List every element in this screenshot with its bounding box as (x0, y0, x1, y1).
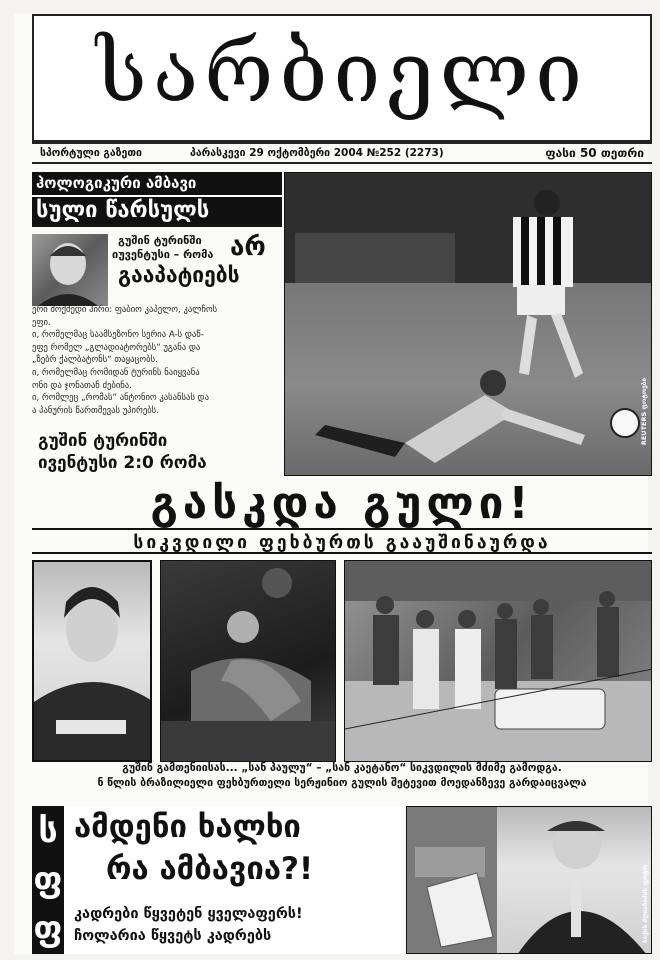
lead-body-line: ა პანურის წართმევას უპირებს. (32, 405, 159, 416)
lower-photo-credit: ბაქის ძღიაბიძის ფოტო (641, 864, 649, 943)
funeral-crowd-photo (344, 560, 652, 762)
lower-subhead-line2: ჩოლარია წყვეტს კადრებს (74, 928, 272, 944)
match-result (32, 430, 282, 474)
official-with-paper-icon (407, 807, 652, 954)
lead-body-line: ი, რომელმაც საამსეზონო სერია A-ს დაწ- (32, 330, 204, 341)
lower-headline-line1: ამდენი ხალხი (74, 809, 301, 845)
publication-type: სპორტული გაზეთი (40, 147, 142, 159)
lower-story (32, 806, 402, 954)
match-result-line1: გუშინ ტურინში (38, 431, 168, 451)
masthead-info-bar (32, 142, 652, 164)
player-portrait-photo (32, 560, 152, 762)
official-photo (406, 806, 652, 954)
players-mourning-photo (160, 560, 336, 762)
sliding-defender-figure (315, 370, 585, 463)
tab-letter: ფ (33, 859, 63, 900)
lead-title: სული წარსულს (32, 197, 282, 227)
lead-body-line: „ზებრ ქალბატონს“ თაყაცობს. (32, 355, 158, 366)
caption-line2: ნ წლის ბრაზილიელი ფეხბურთელი სერჟინიო გულის შეტევით მოედანზევე გარდაიცვალა (97, 777, 587, 789)
main-photo-caption (32, 761, 652, 791)
lead-body-line: ეფე რომელ „გლადიატორებს“ უგანა და (32, 342, 201, 353)
masthead (32, 14, 652, 142)
player-portrait-icon (34, 562, 152, 762)
lead-deck-line1: გუშინ ტურინში (118, 234, 202, 247)
main-subheadline: სიკვდილი ფეხბურთს გააუშინაურდა (32, 528, 652, 554)
lower-headline-line2: რა ამბავია?! (106, 851, 314, 887)
section-tab (32, 806, 64, 954)
portrait-figure-icon (32, 234, 108, 306)
lead-body-line: ერი მოქმედი პირი: ფაბიო კაპელო, კალჩოს (32, 305, 218, 315)
collapsed-player-icon (161, 561, 336, 762)
lead-body-line: ონი და ჯონათან ძებინა. (32, 380, 132, 391)
crowd-coffin-icon (345, 561, 652, 762)
tab-letter: ფ (33, 909, 63, 950)
newspaper-page (14, 14, 648, 954)
issue-price: ფასი 50 თეთრი (545, 146, 644, 160)
striker-figure (513, 190, 583, 378)
lead-body-text (32, 304, 280, 417)
match-action-photo (284, 172, 652, 476)
coach-portrait-photo (32, 234, 108, 306)
match-result-line2: ივენტუსი 2:0 რომა (38, 453, 207, 473)
lead-story-headline (32, 172, 282, 227)
lead-body-line: ი, რომლეც „რომას“ ანტონიო კასანსას და (32, 393, 209, 404)
newspaper-title: სარბიელი (95, 23, 589, 121)
issue-date: პარასკევი 29 ოქტომბერი 2004 №252 (2273) (190, 147, 444, 159)
lead-deck (112, 234, 282, 288)
tab-letter: ს (38, 810, 58, 851)
lead-photo-credit: REUTERS ფოტოები (640, 377, 648, 445)
lower-subhead-line1: კადრები წყვეტენ ყველაფერს! (74, 906, 303, 922)
lead-kicker: ჰოლოგიკური ამბავი (32, 172, 282, 195)
main-headline: გასკდა გული! (150, 478, 534, 529)
lead-deck-line3: არ (230, 232, 266, 262)
lead-deck-line4: გააპატიებს (118, 263, 240, 287)
lead-deck-line2: იუვენტუსი – რომა (112, 248, 214, 261)
caption-line1: გუშინ გამთენიისას... „სან პაულუ“ – „სან კაეტანო“ სიკვდილის მძიმე გამოდგა. (122, 762, 562, 774)
lead-body-line: ი, რომელმაც რომიდან ტურინს ნაიყვანა (32, 367, 200, 378)
football-players-icon (285, 173, 652, 476)
lead-body-line: ეფი. (32, 317, 51, 328)
